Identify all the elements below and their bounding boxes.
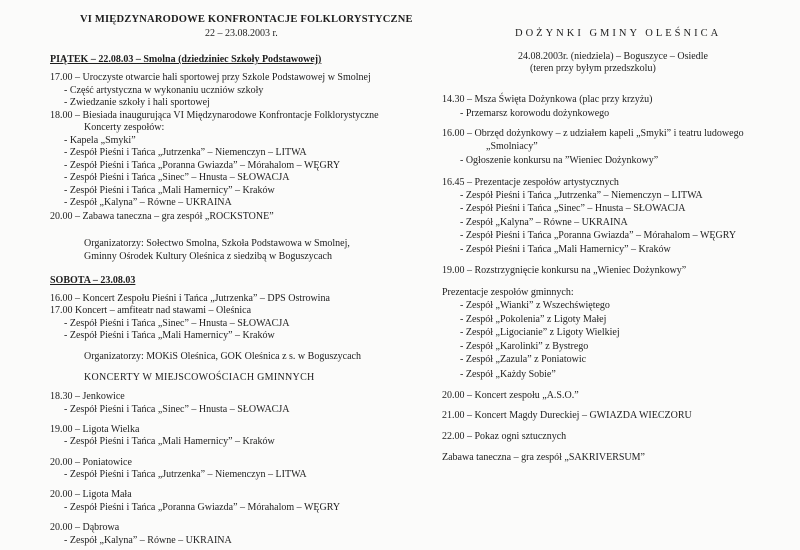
program-line: - Zwiedzanie szkoły i hali sportowej <box>64 97 210 108</box>
program-line: - Zespół Pieśni i Tańca „Sinec” – Hnusta – SŁOWACJA <box>460 203 686 214</box>
program-line: 16.45 – Prezentacje zespołów artystycznych <box>442 177 619 188</box>
program-line: - Zespół Pieśni i Tańca „Mali Hamernicy” – Kraków <box>64 330 275 341</box>
dozynki-date-place: 24.08.2003r. (niedziela) – Boguszyce – Osiedle <box>518 51 708 62</box>
program-line: Zabawa taneczna – gra zespół „SAKRIVERSUM” <box>442 452 645 463</box>
program-line: 14.30 – Msza Święta Dożynkowa (plac przy krzyżu) <box>442 94 653 105</box>
program-line: 17.00 Koncert – amfiteatr nad stawami – Oleśnica <box>50 305 252 316</box>
program-line: - Zespół Pieśni i Tańca „Jutrzenka” – Niemenczyn – LITWA <box>64 469 307 480</box>
program-line: - Zespół „Każdy Sobie” <box>460 369 556 380</box>
program-line: - Kapela „Smyki” <box>64 135 136 146</box>
program-line: 20.00 – Poniatowice <box>50 457 132 468</box>
program-line: - Zespół Pieśni i Tańca „Mali Hamernicy” – Kraków <box>64 185 275 196</box>
program-line: - Zespół Pieśni i Tańca „Jutrzenka” – Niemenczyn – LITWA <box>460 190 703 201</box>
program-line: - Zespół Pieśni i Tańca „Poranna Gwiazda” – Mórahalom – WĘGRY <box>460 230 737 241</box>
program-line: 20.00 – Dąbrowa <box>50 522 120 533</box>
section-heading: Prezentacje zespołów gminnych: <box>442 287 574 298</box>
program-line: - Zespół Pieśni i Tańca „Poranna Gwiazda” – Mórahalom – WĘGRY <box>64 502 341 513</box>
program-line: - Zespół Pieśni i Tańca „Sinec” – Hnusta – SŁOWACJA <box>64 172 290 183</box>
program-line: - Zespół Pieśni i Tańca „Sinec” – Hnusta – SŁOWACJA <box>64 318 290 329</box>
program-line: - Zespół Pieśni i Tańca „Sinec” – Hnusta – SŁOWACJA <box>64 404 290 415</box>
program-line: 22.00 – Pokaz ogni sztucznych <box>442 431 567 442</box>
dozynki-venue-note: (teren przy byłym przedszkolu) <box>530 63 656 74</box>
program-line: 21.00 – Koncert Magdy Dureckiej – GWIAZDA WIECZORU <box>442 410 692 421</box>
konfrontacje-title: VI MIĘDZYNARODOWE KONFRONTACJE FOLKLORYSTYCZNE <box>80 14 413 25</box>
program-line: - Zespół Pieśni i Tańca „Poranna Gwiazda” – Mórahalom – WĘGRY <box>64 160 341 171</box>
organizers-line: Organizatorzy: Sołectwo Smolna, Szkoła Podstawowa w Smolnej, <box>84 238 350 249</box>
program-line: - Zespół „Kalyna” – Równe – UKRAINA <box>64 197 232 208</box>
program-line: - Zespół Pieśni i Tańca „Mali Hamernicy” – Kraków <box>64 436 275 447</box>
program-line: - Zespół Pieśni i Tańca „Jutrzenka” – Niemenczyn – LITWA <box>64 147 307 158</box>
organizers-line: Organizatorzy: MOKiS Oleśnica, GOK Oleśnica z s. w Boguszycach <box>84 351 361 362</box>
program-line: - Zespół „Pokolenia” z Ligoty Małej <box>460 314 607 325</box>
program-line: - Zespół „Zazula” z Poniatowic <box>460 354 587 365</box>
program-line: - Zespół „Karolinki” z Bystrego <box>460 341 589 352</box>
program-line: 17.00 – Uroczyste otwarcie hali sportowej przy Szkole Podstawowej w Smolnej <box>50 72 371 83</box>
konfrontacje-dates: 22 – 23.08.2003 r. <box>205 28 278 39</box>
program-line: 20.00 – Koncert zespołu „A.S.O.” <box>442 390 579 401</box>
program-line: 16.00 – Koncert Zespołu Pieśni i Tańca „Jutrzenka” – DPS Ostrowina <box>50 293 330 304</box>
program-line: 20.00 – Ligota Mała <box>50 489 132 500</box>
section-heading: KONCERTY W MIEJSCOWOŚCIACH GMINNYCH <box>84 372 315 383</box>
day-heading-saturday: SOBOTA – 23.08.03 <box>50 275 136 286</box>
program-line: - Ogłoszenie konkursu na ”Wieniec Dożynkowy” <box>460 155 659 166</box>
program-line: 19.00 – Ligota Wielka <box>50 424 140 435</box>
program-line: - Zespół „Ligocianie” z Ligoty Wielkiej <box>460 327 620 338</box>
program-line: - Przemarsz korowodu dożynkowego <box>460 108 610 119</box>
program-line: - Zespół „Kalyna” – Równe – UKRAINA <box>64 535 232 546</box>
program-line: - Część artystyczna w wykonaniu uczniów szkoły <box>64 85 264 96</box>
program-line: 16.00 – Obrzęd dożynkowy – z udziałem kapeli „Smyki” i teatru ludowego <box>442 128 744 139</box>
program-line: 18.30 – Jenkowice <box>50 391 125 402</box>
organizers-line: Gminny Ośrodek Kultury Oleśnica z siedzibą w Boguszycach <box>84 251 332 262</box>
program-line: 20.00 – Zabawa taneczna – gra zespół „ROCKSTONE” <box>50 211 274 222</box>
program-line: 18.00 – Biesiada inaugurująca VI Międzynarodowe Konfrontacje Folklorystyczne <box>50 110 379 121</box>
program-line: - Zespół Pieśni i Tańca „Mali Hamernicy” – Kraków <box>460 244 671 255</box>
program-line: „Smolniacy” <box>486 141 538 152</box>
dozynki-title: DOŻYNKI GMINY OLEŚNICA <box>515 28 722 39</box>
program-line: Koncerty zespołów: <box>84 122 165 133</box>
program-line: - Zespół „Kalyna” – Równe – UKRAINA <box>460 217 628 228</box>
program-line: 19.00 – Rozstrzygnięcie konkursu na „Wieniec Dożynkowy” <box>442 265 687 276</box>
program-line: - Zespół „Wianki” z Wszechświętego <box>460 300 610 311</box>
day-heading-friday: PIĄTEK – 22.08.03 – Smolna (dziedziniec Szkoły Podstawowej) <box>50 54 322 65</box>
